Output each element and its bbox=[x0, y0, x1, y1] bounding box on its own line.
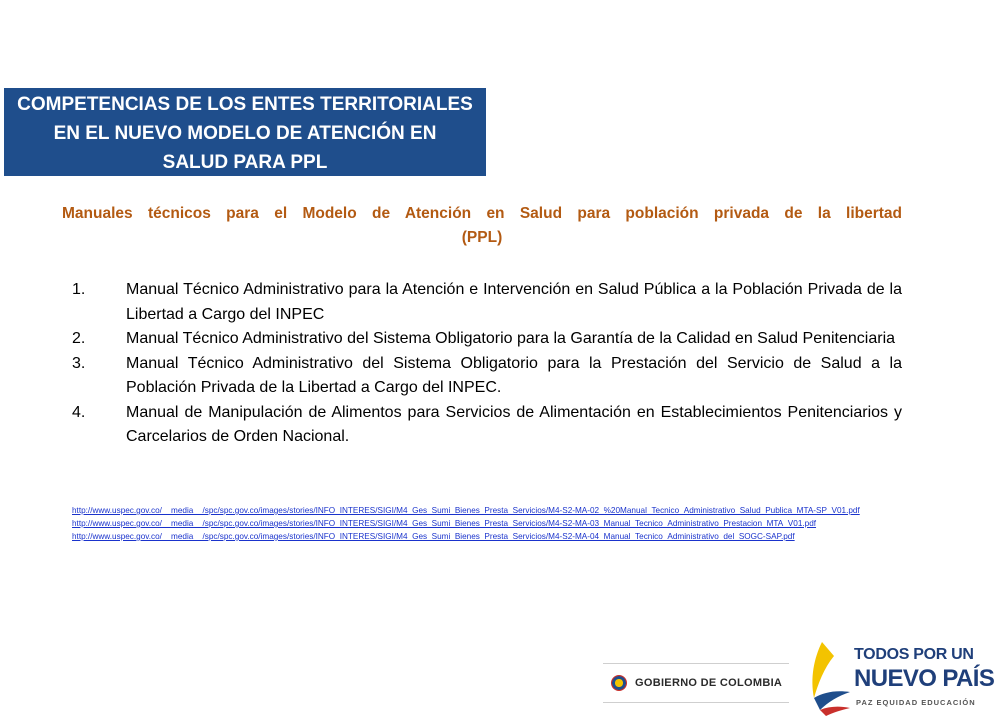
section-heading-line: (PPL) bbox=[461, 229, 503, 246]
slogan-line: TODOS POR UN bbox=[854, 646, 974, 663]
todos-por-un-nuevo-pais-logo bbox=[804, 638, 994, 718]
slide-title-line: COMPETENCIAS DE LOS ENTES TERRITORIALES bbox=[17, 94, 473, 115]
reference-link[interactable]: http://www.uspec.gov.co/__media__/spc/spc.gov.co/images/stories/INFO_INTERES/SIGI/M4_Ges_Sumi_Bienes_Presta_Servicios/M4-S2-MA-04_Manual_Tecnico_Administrativo_del_SOGC-SAP.pdf bbox=[72, 532, 795, 541]
slogan-line: NUEVO PAÍS bbox=[854, 665, 994, 692]
slogan-tagline: PAZ EQUIDAD EDUCACIÓN bbox=[856, 698, 976, 707]
gobierno-de-colombia-logo bbox=[603, 663, 789, 703]
manuals-list bbox=[72, 278, 902, 450]
list-item bbox=[72, 278, 902, 327]
list-item bbox=[72, 401, 902, 450]
list-item-text: Manual de Manipulación de Alimentos para Servicios de Alimentación en Establecimientos Penitenciarios y Carcelarios de Orden Nacional. bbox=[126, 403, 902, 445]
list-item bbox=[72, 327, 902, 352]
list-item-text: Manual Técnico Administrativo del Sistema Obligatorio para la Prestación del Servicio de Salud a la Población Privada de la Libertad a Cargo del INPEC. bbox=[126, 354, 902, 396]
section-heading-line: Manuales técnicos para el Modelo de Atención en Salud para población privada de la libertad bbox=[62, 205, 902, 222]
gobierno-label: GOBIERNO DE COLOMBIA bbox=[635, 677, 783, 689]
list-item-number: 3. bbox=[72, 354, 86, 372]
slide-title-line: EN EL NUEVO MODELO DE ATENCIÓN EN bbox=[53, 123, 437, 144]
logo-divider bbox=[603, 702, 789, 703]
coat-of-arms-icon bbox=[611, 675, 627, 691]
reference-links bbox=[72, 504, 908, 543]
reference-link[interactable]: http://www.uspec.gov.co/__media__/spc/spc.gov.co/images/stories/INFO_INTERES/SIGI/M4_Ges_Sumi_Bienes_Presta_Servicios/M4-S2-MA-02_%20Manual_Tecnico_Administrativo_Salud_Publica_MTA-SP_V01.pdf bbox=[72, 506, 860, 515]
list-item-number: 4. bbox=[72, 403, 86, 421]
list-item bbox=[72, 352, 902, 401]
tricolor-wing-icon bbox=[804, 638, 854, 716]
logo-divider bbox=[603, 663, 789, 664]
list-item-number: 1. bbox=[72, 281, 86, 298]
list-item-text: Manual Técnico Administrativo del Sistema Obligatorio para la Garantía de la Calidad en Salud Penitenciaria bbox=[126, 330, 896, 347]
slide-title bbox=[4, 88, 486, 176]
section-heading bbox=[62, 202, 902, 250]
slide-title-line: SALUD PARA PPL bbox=[162, 152, 328, 173]
list-item-number: 2. bbox=[72, 330, 86, 347]
reference-link[interactable]: http://www.uspec.gov.co/__media__/spc/spc.gov.co/images/stories/INFO_INTERES/SIGI/M4_Ges_Sumi_Bienes_Presta_Servicios/M4-S2-MA-03_Manual_Tecnico_Administrativo_Prestacion_MTA_V01.pdf bbox=[72, 519, 817, 528]
list-item-text: Manual Técnico Administrativo para la Atención e Intervención en Salud Pública a la Población Privada de la Libertad a Cargo del INPEC bbox=[126, 281, 902, 323]
